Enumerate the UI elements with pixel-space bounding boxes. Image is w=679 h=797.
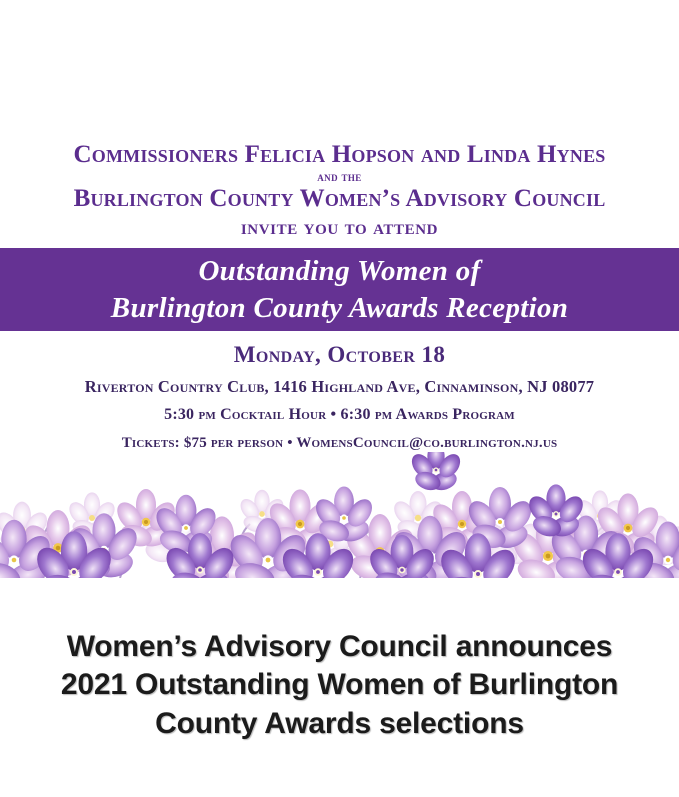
invite-council-line: Burlington County Women’s Advisory Council — [73, 185, 606, 213]
article-headline — [0, 628, 679, 743]
event-tickets-contact: Tickets: $75 per person • WomensCouncil@co.burlington.nj.us — [121, 434, 558, 451]
event-date: Monday, October 18 — [233, 342, 446, 367]
flowers-illustration — [0, 452, 679, 578]
event-title-banner — [0, 248, 679, 331]
event-venue: Riverton Country Club, 1416 Highland Ave, Cinnaminson, NJ 08077 — [84, 376, 595, 396]
headline-line-3: County Awards selections — [155, 706, 524, 740]
invitation-heading — [0, 140, 679, 240]
invite-commissioners-line: Commissioners Felicia Hopson and Linda Hynes — [73, 141, 606, 168]
floral-border-image — [0, 452, 679, 578]
event-schedule: 5:30 pm Cocktail Hour • 6:30 pm Awards Program — [164, 406, 515, 424]
invite-and-the: and the — [317, 169, 362, 184]
headline-line-1: Women’s Advisory Council announces — [66, 630, 613, 663]
event-title-line-2: Burlington County Awards Reception — [110, 291, 569, 324]
event-details — [0, 340, 679, 453]
headline-line-2: 2021 Outstanding Women of Burlington — [60, 668, 619, 702]
event-title-line-1: Outstanding Women of — [198, 255, 481, 288]
invite-attend-line: invite you to attend — [240, 214, 439, 239]
